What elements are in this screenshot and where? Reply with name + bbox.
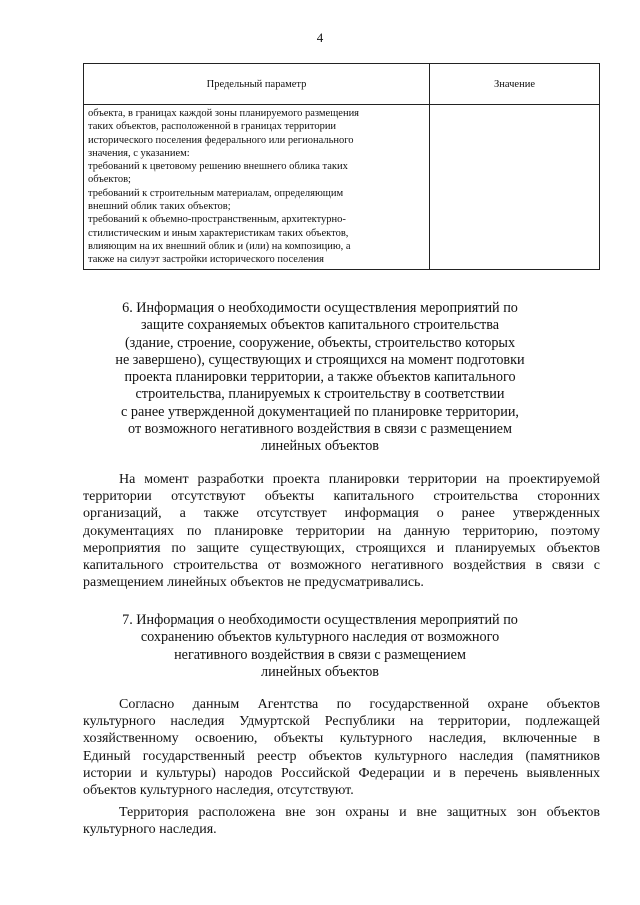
table-row	[84, 105, 600, 270]
paragraph-line: организаций, а также отсутствует информация о ранее утвержденных	[83, 506, 600, 522]
param-text	[84, 105, 429, 269]
param-line: объектов;	[88, 174, 131, 186]
paragraph-line: культурного наследия.	[83, 822, 217, 838]
paragraph-line: капитального строительства от возможного негативного воздействия в связи с	[83, 558, 600, 574]
title-line: линейных объектов	[260, 438, 380, 455]
paragraph-line: Территория расположена вне зон охраны и вне защитных зон объектов	[119, 805, 600, 820]
paragraph-line: истории и культуры) народов Российской Федерации и в перечень выявленных	[83, 765, 600, 781]
paragraph-line: Единый государственный реестр объектов культурного наследия (памятников	[83, 748, 600, 764]
title-line: негативного воздействия в связи с размещением	[174, 646, 466, 663]
title-line: 7. Информация о необходимости осуществления мероприятий по	[122, 612, 518, 628]
title-line: не завершено), существующих и строящихся на момент подготовки	[115, 351, 525, 368]
param-line: внешний облик таких объектов;	[88, 201, 231, 213]
param-line: также на силуэт застройки исторического поселения	[88, 254, 324, 266]
paragraph-line: мероприятия по защите существующих, строящихся и планируемых объектов	[83, 540, 600, 556]
param-cell	[84, 105, 430, 270]
param-line: исторического поселения федерального или регионального	[88, 134, 354, 146]
title-line: строительства, планируемых к строительству в соответствии	[135, 386, 505, 403]
paragraph-line: На момент разработки проекта планировки территории на проектируемой	[119, 472, 600, 487]
paragraph-line: документациях по планировке территории на данную территорию, поэтому	[83, 523, 600, 539]
param-line: таких объектов, расположенной в границах территории	[88, 121, 337, 133]
header-value-cell: Значение	[430, 64, 600, 105]
paragraph-line: территории отсутствуют объекты капитального строительства сторонних	[83, 489, 600, 505]
title-line: (здание, строение, сооружение, объекты, строительство которых	[124, 334, 516, 351]
param-line: влияющим на их внешний облик и (или) на композицию, а	[88, 240, 351, 252]
title-line: сохранению объектов культурного наследия от возможного	[140, 629, 500, 646]
paragraph-line: объектов культурного наследия, отсутствуют.	[83, 783, 354, 799]
title-line: линейных объектов	[260, 663, 380, 680]
param-line: значения, с указанием:	[88, 147, 190, 159]
section-6-paragraph	[83, 471, 600, 591]
title-line: с ранее утвержденной документацией по планировке территории,	[121, 403, 519, 420]
paragraph-line: Согласно данным Агентства по государственной охране объектов	[119, 697, 600, 712]
title-line: от возможного негативного воздействия в связи с размещением	[128, 421, 512, 438]
title-line: проекта планировки территории, а также объектов капитального	[124, 369, 516, 386]
table-header-row	[84, 64, 600, 105]
section-7-paragraph-2	[83, 804, 600, 838]
param-line: стилистическим и иным характеристикам таких объектов,	[88, 227, 349, 239]
header-param-cell: Предельный параметр	[84, 64, 430, 105]
section-7-title	[0, 612, 640, 681]
param-line: объекта, в границах каждой зоны планируемого размещения	[88, 108, 360, 119]
title-line: 6. Информация о необходимости осуществления мероприятий по	[122, 300, 518, 316]
param-line: требований к строительным материалам, определяющим	[88, 187, 344, 199]
page-number: 4	[316, 30, 324, 45]
param-line: требований к цветовому решению внешнего облика таких	[88, 161, 348, 173]
parameters-table	[83, 63, 600, 270]
section-6-title	[0, 300, 640, 456]
paragraph-line: хозяйственному освоению, объекты культурного наследия, включенные в	[83, 731, 600, 747]
paragraph-line: культурного наследия Удмуртской Республики на территории, подлежащей	[83, 714, 600, 730]
value-cell	[430, 105, 600, 270]
section-7-paragraph-1	[83, 696, 600, 799]
param-line: требований к объемно-пространственным, архитектурно-	[88, 214, 346, 226]
title-line: защите сохраняемых объектов капитального строительства	[140, 317, 500, 334]
paragraph-line: размещением линейных объектов не предусматривались.	[83, 575, 424, 591]
